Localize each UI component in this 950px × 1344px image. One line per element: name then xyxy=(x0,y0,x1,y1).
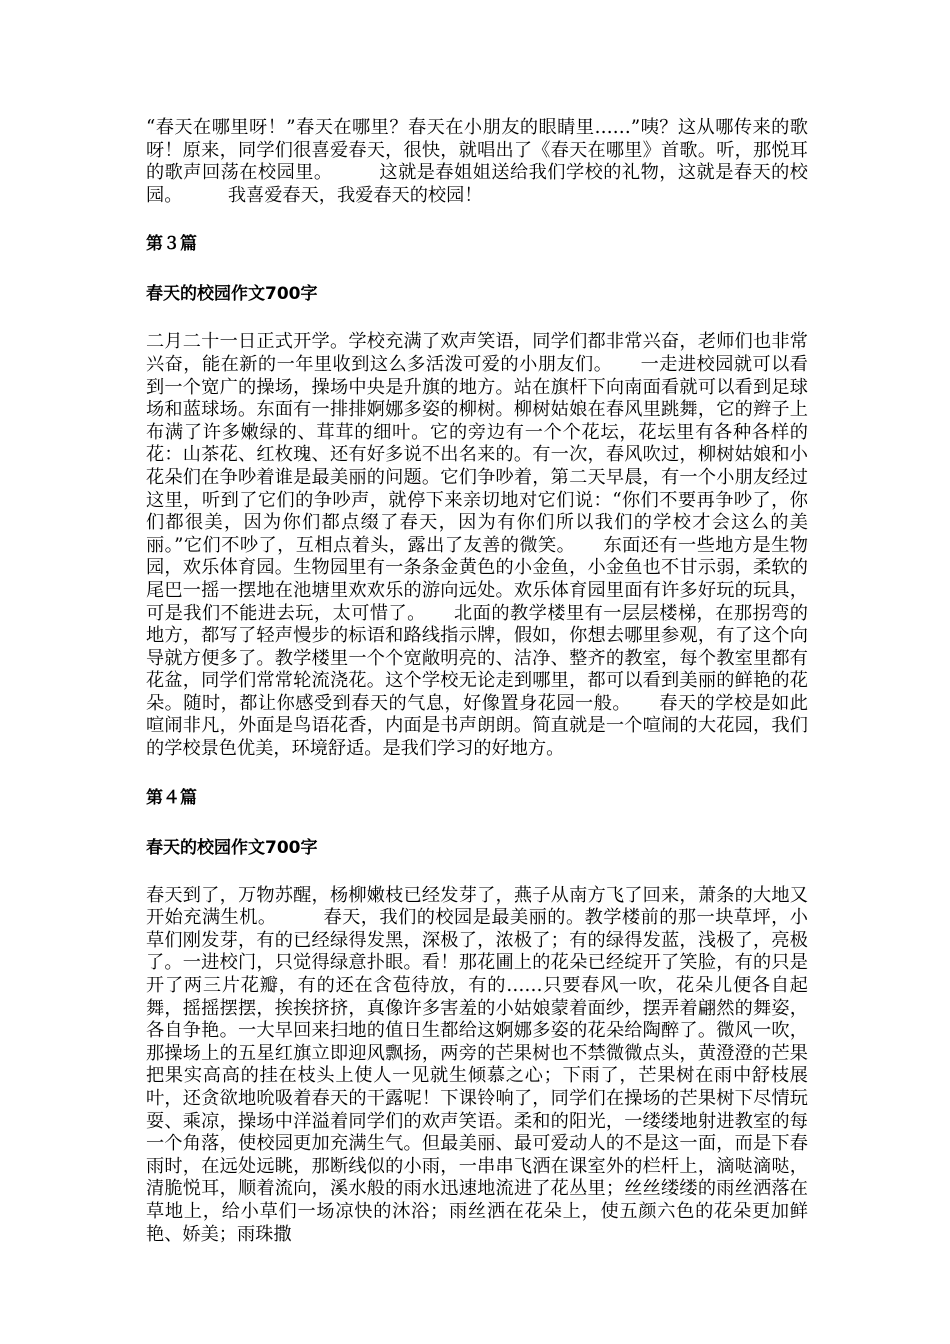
essay-3-paragraph: 二月二十一日正式开学。学校充满了欢声笑语，同学们都非常兴奋，老师们也非常兴奋，能在新的一年里收到这么多活泼可爱的小朋友们。 一走进校园就可以看到一个宽广的操场，操场中央是升旗的地方。站在旗杆下向南面看就可以看到足球场和蓝球场。东面有一排排婀娜多姿的柳树。柳树姑娘在春风里跳舞，它的辫子上布满了许多嫩绿的、茸茸的细叶。它的旁边有一个个花坛，花坛里有各种各样的花：山茶花、红枚瑰、还有好多说不出名来的。有一次，春风吹过，柳树姑娘和小花朵们在争吵着谁是最美丽的问题。它们争吵着，第二天早晨，有一个小朋友经过这里，听到了它们的争吵声，就停下来亲切地对它们说：“你们不要再争吵了，你们都很美，因为你们都点缀了春天，因为有你们所以我们的学校才会这么的美丽。”它们不吵了，互相点着头，露出了友善的微笑。 东面还有一些地方是生物园，欢乐体育园。生物园里有一条条金黄色的小金鱼，小金鱼也不甘示弱，柔软的尾巴一摇一摆地在池塘里欢欢乐的游向远处。欢乐体育园里面有许多好玩的玩具，可是我们不能进去玩，太可惜了。 北面的教学楼里有一层层楼梯，在那拐弯的地方，都写了轻声慢步的标语和路线指示牌，假如，你想去哪里参观，有了这个向导就方便多了。教学楼里一个个宽敞明亮的、洁净、整齐的教室，每个教室里都有花盆，同学们常常轮流浇花。这个学校无论走到哪里，都可以看到美丽的鲜艳的花朵。随时，都让你感受到春天的气息，好像置身花园一般。 春天的学校是如此喧闹非凡，外面是鸟语花香，内面是书声朗朗。简直就是一个喧闹的大花园，我们的学校景色优美，环境舒适。是我们学习的好地方。 xyxy=(146,331,808,760)
essay-4-paragraph: 春天到了，万物苏醒，杨柳嫩枝已经发芽了，燕子从南方飞了回来，萧条的大地又开始充满生机。 春天，我们的校园是最美丽的。教学楼前的那一块草坪，小草们刚发芽，有的已经绿得发黑，深极了，浓极了；有的绿得发蓝，浅极了，亮极了。一进校门，只觉得绿意扑眼。看！那花圃上的花朵已经绽开了笑脸，有的只是开了两三片花瓣，有的还在含苞待放，有的……只要春风一吹，花朵儿便各自起舞，摇摇摆摆，挨挨挤挤，真像许多害羞的小姑娘蒙着面纱，摆弄着翩然的舞姿，各自争艳。一大早回来扫地的值日生都给这婀娜多姿的花朵给陶醉了。微风一吹，那操场上的五星红旗立即迎风飘扬，两旁的芒果树也不禁微微点头，黄澄澄的芒果把果实高高的挂在枝头上使人一见就生倾慕之心；下雨了，芒果树在雨中舒枝展叶，还贪欲地吮吸着春天的干露呢！下课铃响了，同学们在操场的芒果树下尽情玩耍、乘凉，操场中洋溢着同学们的欢声笑语。柔和的阳光，一缕缕地射进教室的每一个角落，使校园更加充满生气。但最美丽、最可爱动人的不是这一面，而是下春雨时，在远处远眺，那断线似的小雨，一串串飞洒在课室外的栏杆上，滴哒滴哒，清脆悦耳，顺着流向，溪水般的雨水迅速地流进了花丛里；丝丝缕缕的雨丝洒落在草地上，给小草们一场凉快的沐浴；雨丝洒在花朵上，使五颜六色的花朵更加鲜艳、娇美；雨珠撒 xyxy=(146,884,808,1245)
document-page xyxy=(146,117,808,1246)
essay-title-4: 春天的校园作文700字 xyxy=(146,837,318,858)
section-heading-3: 第３篇 xyxy=(146,234,197,255)
essay-2-closing-paragraph: “春天在哪里呀！”春天在哪里？春天在小朋友的眼睛里……”咦？这从哪传来的歌呀！原来，同学们很喜爱春天，很快，就唱出了《春天在哪里》首歌。听，那悦耳的歌声回荡在校园里。 这就是春姐姐送给我们学校的礼物，这就是春天的校园。 我喜爱春天，我爱春天的校园！ xyxy=(146,117,808,206)
essay-title-3: 春天的校园作文700字 xyxy=(146,284,318,305)
section-heading-4: 第４篇 xyxy=(146,787,197,808)
